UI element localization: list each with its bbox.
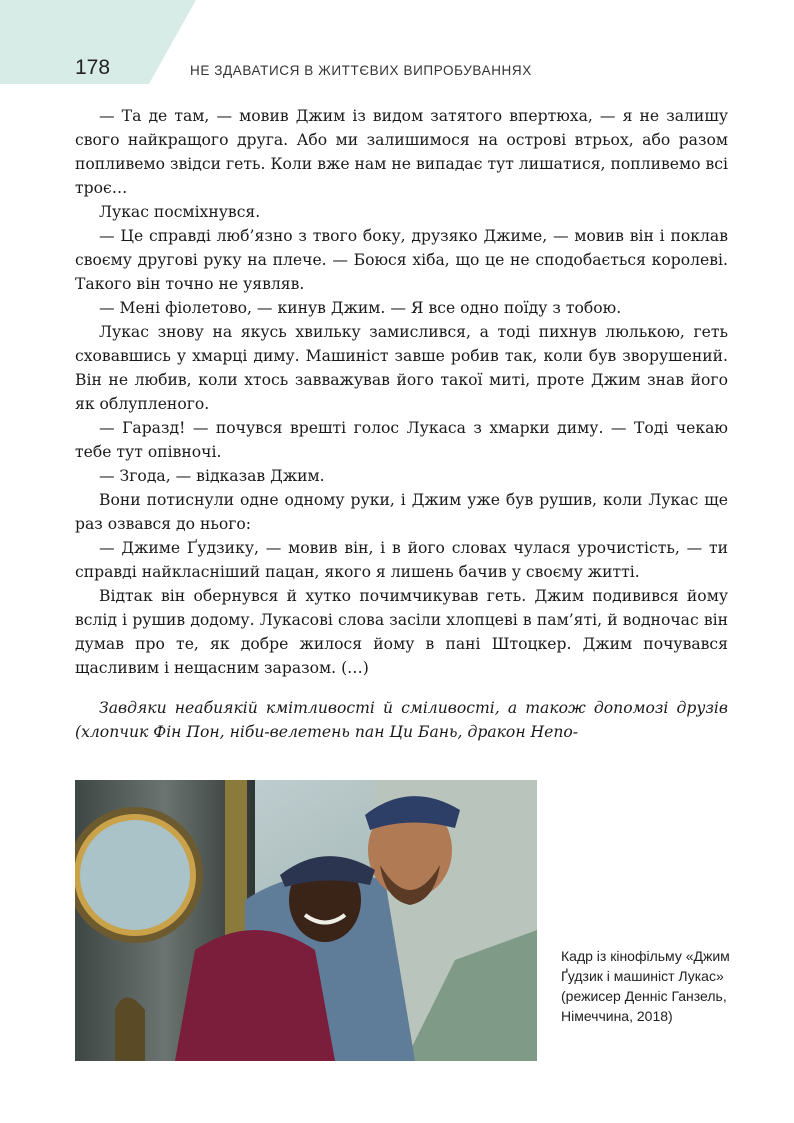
paragraph: Лукас посміхнувся. [99, 203, 261, 221]
page-number: 178 [75, 56, 111, 79]
paragraph: — Джиме Ґудзику, — мовив він, і в його словах чулася урочистість, — ти справді найкласніший пацан, якого я лишень бачив у своєму житті. [75, 539, 728, 581]
film-still-photo [75, 780, 537, 1061]
paragraph: Вони потиснули одне одному руки, і Джим уже був рушив, коли Лукас ще раз озвався до нього: [75, 491, 728, 533]
running-title: НЕ ЗДАВАТИСЯ В ЖИТТЄВИХ ВИПРОБУВАННЯХ [190, 63, 532, 78]
italic-paragraph: Завдяки неабиякій кмітливості й сміливості, а також допомозі друзів (хлопчик Фін Пон, ніби-велетень пан Ци Бань, дракон Непо- [75, 699, 728, 741]
paragraph: — Мені фіолетово, — кинув Джим. — Я все одно поїду з тобою. [99, 299, 622, 317]
paragraph: — Згода, — відказав Джим. [99, 467, 325, 485]
figure-caption: Кадр із кінофільму «Джим Ґудзик і машиніст Лукас» (режисер Денніс Ганзель, Німеччина, 2018) [561, 948, 730, 1024]
main-text [75, 104, 728, 744]
paragraph: — Та де там, — мовив Джим із видом затятого впертюха, — я не залишу свого найкращого друга. Або ми залишимося на острові втрьох, або разом попливемо звідси геть. Коли вже нам не випадає тут лишатися, попливемо всі троє… [75, 107, 728, 197]
paragraph: Лукас знову на якусь хвильку замислився, а тоді пихнув люлькою, геть сховавшись у хмарці диму. Машиніст завше робив так, коли був зворушений. Він не любив, коли хтось завважував його такої миті, проте Джим знав його як облупленого. [75, 323, 728, 413]
paragraph: — Це справді люб’язно з твого боку, друзяко Джиме, — мовив він і поклав своєму другові руку на плече. — Боюся хіба, що це не сподобається королеві. Такого він точно не уявляв. [75, 227, 728, 293]
paragraph: Відтак він обернувся й хутко почимчикував геть. Джим подивився йому вслід і рушив додому. Лукасові слова засіли хлопцеві в пам’яті, й водночас він думав про те, як добре жилося йому в пані Штоцкер. Джим почувався щасливим і нещасним заразом. (…) [75, 587, 728, 677]
paragraph: — Гаразд! — почувся врешті голос Лукаса з хмарки диму. — Тоді чекаю тебе тут опівночі. [75, 419, 728, 461]
